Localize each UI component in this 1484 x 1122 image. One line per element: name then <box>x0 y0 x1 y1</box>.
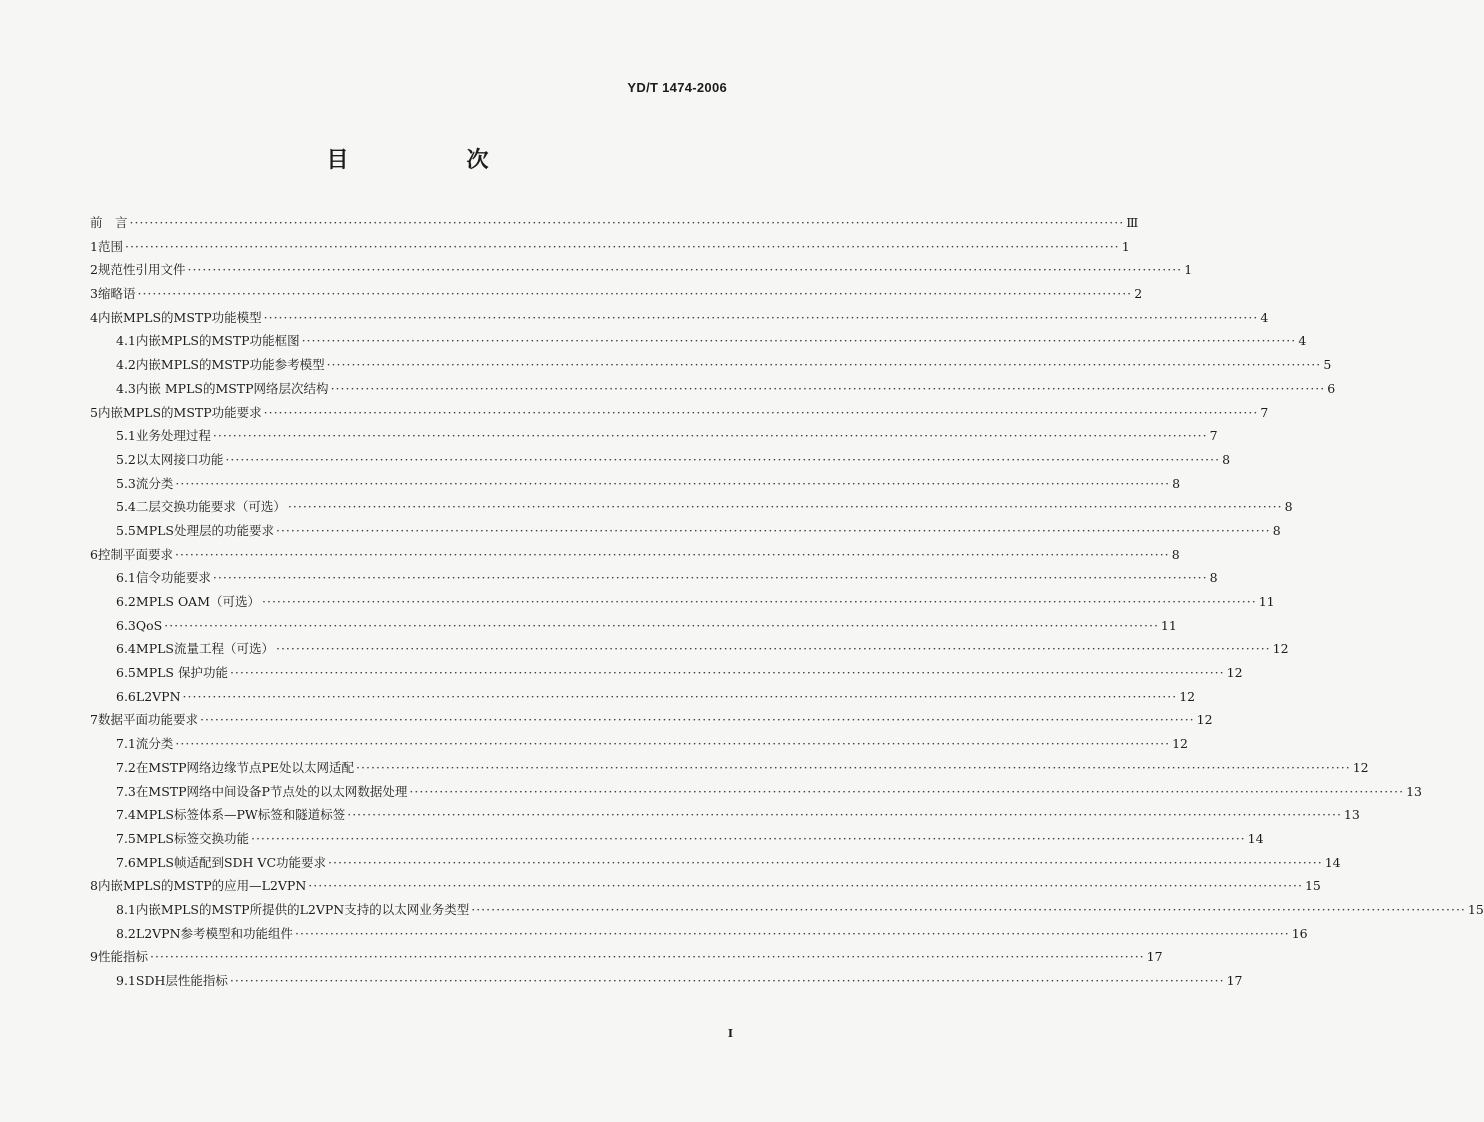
document-code: YD/T 1474-2006 <box>627 80 727 95</box>
toc-entry-number: 6 <box>90 546 98 562</box>
toc-entry-label: QoS <box>135 617 163 633</box>
toc-entry-page: 14 <box>1247 830 1264 846</box>
toc-entry-page: 7 <box>1260 404 1269 420</box>
toc-entry-label: SDH层性能指标 <box>135 973 228 988</box>
toc-entry-page: 12 <box>1179 688 1196 704</box>
toc-entry[interactable] <box>90 708 1213 732</box>
toc-entry-page: 13 <box>1343 807 1360 823</box>
dot-leader: ········································································································································································································ <box>174 546 1170 562</box>
table-of-contents <box>90 211 1484 993</box>
dot-leader: ········································································································································································································ <box>263 404 1259 420</box>
toc-entry-page: 13 <box>1406 783 1423 799</box>
toc-entry-number: 4 <box>90 309 98 325</box>
toc-entry[interactable] <box>90 827 1264 851</box>
dot-leader: ········································································································································································································ <box>330 380 1326 396</box>
dot-leader: ········································································································································································································ <box>308 878 1303 894</box>
toc-entry-number: 6.4 <box>116 641 136 657</box>
toc-entry[interactable] <box>90 732 1188 756</box>
dot-leader: ········································································································································································································ <box>212 570 1208 586</box>
toc-entry-label: 信令功能要求 <box>135 570 211 586</box>
toc-entry-label: 性能指标 <box>97 949 148 965</box>
toc-entry-label: 流分类 <box>135 736 174 752</box>
dot-leader: ········································································································································································································ <box>149 949 1145 965</box>
toc-entry-page: 11 <box>1160 617 1177 633</box>
toc-entry[interactable] <box>90 685 1196 709</box>
dot-leader: ········································································································································································································ <box>471 901 1466 917</box>
dot-leader: ········································································································································································································ <box>301 333 1297 349</box>
toc-entry[interactable] <box>90 614 1177 638</box>
toc-entry[interactable] <box>90 874 1321 898</box>
dot-leader: ········································································································································································································ <box>275 641 1271 657</box>
toc-entry[interactable] <box>90 472 1181 496</box>
toc-entry-number: 7.2 <box>116 759 136 775</box>
toc-entry[interactable] <box>90 898 1484 922</box>
toc-entry[interactable] <box>90 495 1293 519</box>
toc-entry-number: 5.5 <box>116 522 136 538</box>
toc-entry-label: 在MSTP网络边缘节点PE处以太网适配 <box>135 759 355 775</box>
toc-entry-page: 14 <box>1324 854 1341 870</box>
toc-entry-number: 4.1 <box>116 333 136 349</box>
toc-entry-number: 4.3 <box>116 380 136 396</box>
toc-entry-number: 8.1 <box>116 901 136 917</box>
toc-entry-page: 6 <box>1327 380 1336 396</box>
toc-entry[interactable] <box>90 780 1423 804</box>
toc-entry-number: 7 <box>90 712 98 728</box>
toc-entry-number: 6.1 <box>116 570 136 586</box>
toc-entry-page: 17 <box>1226 973 1243 988</box>
toc-entry-number: 3 <box>90 286 98 302</box>
toc-entry-label: 内嵌MPLS的MSTP功能模型 <box>97 309 262 325</box>
toc-entry-label: 流分类 <box>135 475 174 491</box>
dot-leader: ········································································································································································································ <box>129 215 1125 230</box>
toc-entry-number: 2 <box>90 262 98 278</box>
toc-entry-page: 8 <box>1284 499 1293 515</box>
toc-entry-number: 4.2 <box>116 357 136 373</box>
toc-entry-page: 4 <box>1298 333 1307 349</box>
toc-entry-label: 规范性引用文件 <box>97 262 186 278</box>
toc-entry-number: 7.3 <box>116 783 136 799</box>
toc-entry[interactable] <box>90 661 1243 685</box>
toc-entry-number: 5.1 <box>116 428 136 444</box>
toc-entry-page: 1 <box>1121 238 1130 254</box>
page-title: 目 次 <box>326 148 537 173</box>
toc-entry[interactable] <box>90 353 1332 377</box>
toc-entry-page: 12 <box>1196 712 1213 728</box>
toc-entry-label: 业务处理过程 <box>135 428 211 444</box>
toc-entry-page: 8 <box>1272 522 1281 538</box>
dot-leader: ········································································································································································································ <box>175 736 1171 752</box>
toc-entry-number: 7.6 <box>116 854 136 870</box>
toc-entry-label: 内嵌MPLS的MSTP功能要求 <box>97 404 262 420</box>
toc-entry-page: 8 <box>1171 546 1180 562</box>
toc-entry[interactable] <box>90 945 1163 969</box>
dot-leader: ········································································································································································································ <box>175 475 1171 491</box>
toc-entry-page: 15 <box>1304 878 1321 894</box>
toc-entry[interactable] <box>90 235 1130 259</box>
toc-entry-label: MPLS标签体系—PW标签和隧道标签 <box>135 807 346 823</box>
toc-entry-page: 7 <box>1209 428 1218 444</box>
toc-entry-label: 内嵌 MPLS的MSTP网络层次结构 <box>135 380 329 396</box>
toc-entry[interactable] <box>90 448 1231 472</box>
toc-entry-number: 6.6 <box>116 688 136 704</box>
toc-entry-label: 内嵌MPLS的MSTP的应用—L2VPN <box>97 878 307 894</box>
toc-entry[interactable] <box>90 922 1308 946</box>
toc-entry[interactable] <box>90 329 1307 353</box>
toc-entry[interactable] <box>90 401 1269 425</box>
dot-leader: ········································································································································································································ <box>326 357 1322 373</box>
dot-leader: ········································································································································································································ <box>199 712 1195 728</box>
toc-entry-label: MPLS标签交换功能 <box>135 830 249 846</box>
toc-entry-page: 12 <box>1272 641 1289 657</box>
dot-leader: ········································································································································································································ <box>356 759 1351 775</box>
toc-entry-number: 5.4 <box>116 499 136 515</box>
toc-entry-label: MPLS流量工程（可选） <box>135 641 274 657</box>
toc-entry-label: 缩略语 <box>97 286 136 302</box>
toc-entry-number: 5 <box>90 404 98 420</box>
toc-entry-label: 以太网接口功能 <box>135 451 224 467</box>
toc-entry-number: 1 <box>90 238 98 254</box>
toc-entry[interactable] <box>90 424 1218 448</box>
toc-entry-label: 在MSTP网络中间设备P节点处的以太网数据处理 <box>135 783 408 799</box>
toc-entry-page: 11 <box>1258 594 1275 609</box>
toc-entry-number: 6.2 <box>116 594 136 609</box>
toc-entry-page: 15 <box>1467 901 1484 917</box>
toc-entry-number: 8 <box>90 878 98 894</box>
toc-entry[interactable] <box>90 590 1275 614</box>
toc-entry-page: 12 <box>1172 736 1188 752</box>
toc-entry-number: 5.3 <box>116 475 136 491</box>
toc-entry-page: 17 <box>1146 949 1163 965</box>
dot-leader: ········································································································································································································ <box>137 286 1133 302</box>
dot-leader: ········································································································································································································ <box>287 499 1283 515</box>
dot-leader: ········································································································································································································ <box>250 830 1246 846</box>
dot-leader: ········································································································································································································ <box>263 309 1259 325</box>
toc-entry[interactable] <box>90 969 1243 993</box>
toc-entry[interactable] <box>90 211 1139 235</box>
dot-leader: ········································································································································································································ <box>262 594 1257 609</box>
toc-entry-page: Ⅲ <box>1126 215 1139 230</box>
toc-entry-label: 内嵌MPLS的MSTP所提供的L2VPN支持的以太网业务类型 <box>135 901 470 917</box>
toc-entry[interactable] <box>90 519 1281 543</box>
toc-entry[interactable] <box>90 851 1341 875</box>
toc-entry-number: 7.1 <box>116 736 136 752</box>
toc-entry-label: MPLS处理层的功能要求 <box>135 522 274 538</box>
dot-leader: ········································································································································································································ <box>164 617 1159 633</box>
toc-entry-page: 8 <box>1209 570 1218 586</box>
dot-leader: ········································································································································································································ <box>229 973 1225 988</box>
toc-entry[interactable] <box>90 543 1180 567</box>
toc-entry-page: 8 <box>1222 451 1231 467</box>
toc-entry-label: MPLS OAM（可选） <box>135 594 261 609</box>
toc-entry[interactable] <box>90 803 1360 827</box>
dot-leader: ········································································································································································································ <box>295 925 1290 941</box>
toc-entry-label: MPLS 保护功能 <box>135 665 228 681</box>
toc-entry-label: 前 言 <box>90 215 128 230</box>
toc-entry-number: 6.5 <box>116 665 136 681</box>
dot-leader: ········································································································································································································ <box>229 665 1225 681</box>
toc-entry[interactable] <box>90 637 1289 661</box>
toc-entry-number: 7.5 <box>116 830 136 846</box>
toc-entry[interactable] <box>90 756 1369 780</box>
dot-leader: ········································································································································································································ <box>182 688 1178 704</box>
dot-leader: ········································································································································································································ <box>328 854 1323 870</box>
toc-entry-page: 16 <box>1291 925 1308 941</box>
toc-entry-page: 8 <box>1172 475 1181 491</box>
dot-leader: ········································································································································································································ <box>347 807 1342 823</box>
toc-entry-label: 内嵌MPLS的MSTP功能参考模型 <box>135 357 325 373</box>
toc-entry-label: 数据平面功能要求 <box>97 712 198 728</box>
toc-entry[interactable] <box>90 282 1143 306</box>
toc-entry-label: L2VPN参考模型和功能组件 <box>135 925 294 941</box>
toc-entry-page: 12 <box>1226 665 1243 681</box>
toc-entry-label: 内嵌MPLS的MSTP功能框图 <box>135 333 300 349</box>
page-number: I <box>727 1027 733 1040</box>
toc-entry-label: MPLS帧适配到SDH VC功能要求 <box>135 854 327 870</box>
toc-entry-label: 范围 <box>97 238 123 254</box>
toc-entry-number: 9.1 <box>116 973 136 988</box>
toc-entry-number: 5.2 <box>116 451 136 467</box>
toc-entry-number: 8.2 <box>116 925 136 941</box>
toc-entry-number: 9 <box>90 949 98 965</box>
toc-entry-label: 二层交换功能要求（可选） <box>135 499 286 515</box>
toc-entry[interactable] <box>90 306 1269 330</box>
toc-entry-number: 7.4 <box>116 807 136 823</box>
toc-entry[interactable] <box>90 377 1336 401</box>
toc-entry-page: 1 <box>1184 262 1193 278</box>
toc-entry[interactable] <box>90 566 1218 590</box>
toc-entry-page: 2 <box>1134 286 1143 302</box>
toc-entry-label: L2VPN <box>135 688 181 704</box>
toc-entry-page: 4 <box>1260 309 1269 325</box>
dot-leader: ········································································································································································································ <box>187 262 1183 278</box>
dot-leader: ········································································································································································································ <box>225 451 1221 467</box>
dot-leader: ········································································································································································································ <box>275 522 1271 538</box>
toc-entry-page: 5 <box>1323 357 1332 373</box>
toc-entry-number: 6.3 <box>116 617 136 633</box>
toc-entry[interactable] <box>90 258 1193 282</box>
toc-entry-page: 12 <box>1352 759 1369 775</box>
dot-leader: ········································································································································································································ <box>409 783 1405 799</box>
dot-leader: ········································································································································································································ <box>124 238 1120 254</box>
dot-leader: ········································································································································································································ <box>212 428 1208 444</box>
toc-entry-label: 控制平面要求 <box>97 546 173 562</box>
